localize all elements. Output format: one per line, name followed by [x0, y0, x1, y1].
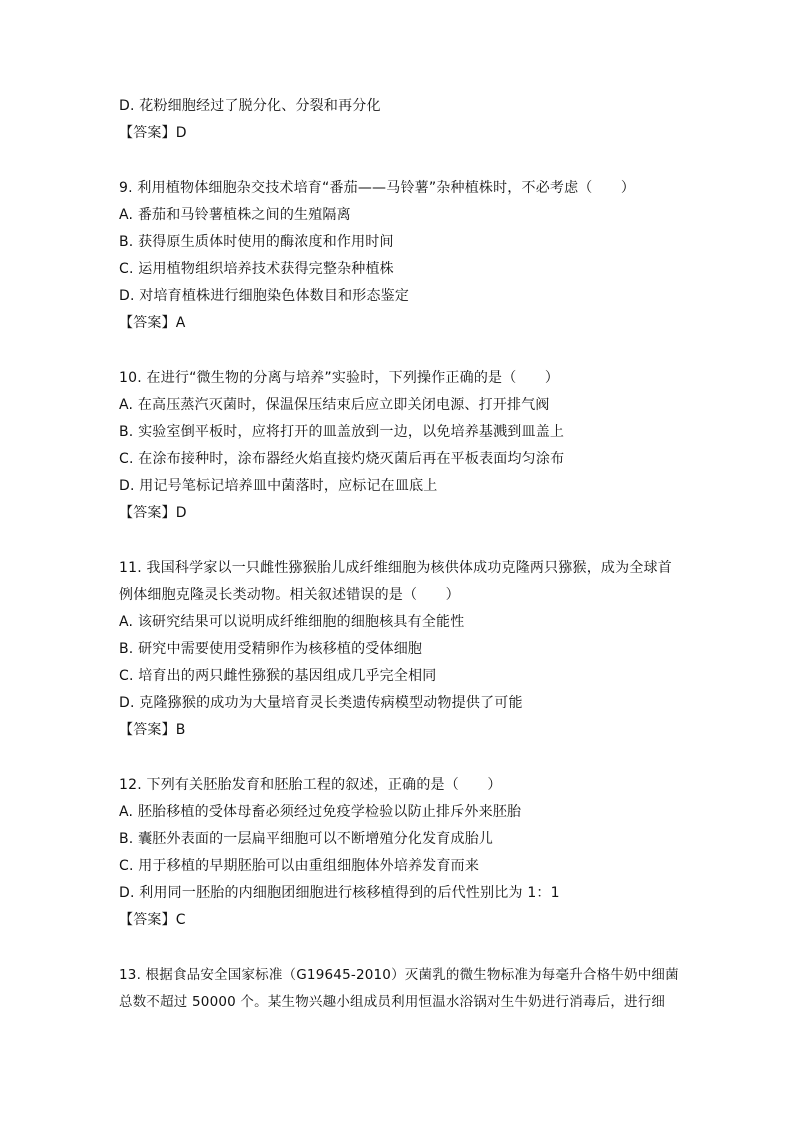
q13-stem-line-1: 13. 根据食品安全国家标准（G19645-2010）灭菌乳的微生物标准为每毫升合格牛奶中细菌	[119, 967, 679, 983]
q11-stem-line-2: 例体细胞克隆灵长类动物。相关叙述错误的是（ ）	[119, 587, 460, 603]
q10-option-b: B. 实验室倒平板时，应将打开的皿盖放到一边，以免培养基溅到皿盖上	[119, 424, 565, 440]
q9-option-c: C. 运用植物组织培养技术获得完整杂种植株	[119, 261, 394, 277]
q12-option-b: B. 囊胚外表面的一层扁平细胞可以不断增殖分化发育成胎儿	[119, 831, 494, 847]
q10-option-c: C. 在涂布接种时，涂布器经火焰直接灼烧灭菌后再在平板表面均匀涂布	[119, 451, 565, 467]
q11-stem-line-1: 11. 我国科学家以一只雌性猕猴胎儿成纤维细胞为核供体成功克隆两只猕猴，成为全球首	[119, 560, 672, 576]
q13-stem-line-2: 总数不超过 50000 个。某生物兴趣小组成员利用恒温水浴锅对生牛奶进行消毒后，进行细	[119, 994, 666, 1010]
prev-option-d: D. 花粉细胞经过了脱分化、分裂和再分化	[119, 98, 381, 114]
q12-option-c: C. 用于移植的早期胚胎可以由重组细胞体外培养发育而来	[119, 858, 480, 874]
q12-answer: 【答案】C	[119, 912, 186, 928]
q9-option-a: A. 番茄和马铃薯植株之间的生殖隔离	[119, 207, 351, 223]
q9-answer: 【答案】A	[119, 315, 186, 331]
q10-option-d: D. 用记号笔标记培养皿中菌落时，应标记在皿底上	[119, 478, 438, 494]
q11-option-c: C. 培育出的两只雌性猕猴的基因组成几乎完全相同	[119, 668, 437, 684]
q10-stem: 10. 在进行“微生物的分离与培养”实验时，下列操作正确的是（ ）	[119, 370, 560, 386]
q12-stem: 12. 下列有关胚胎发育和胚胎工程的叙述，正确的是（ ）	[119, 777, 502, 793]
q11-option-d: D. 克隆猕猴的成功为大量培育灵长类遗传病模型动物提供了可能	[119, 695, 523, 711]
q12-option-d: D. 利用同一胚胎的内细胞团细胞进行核移植得到的后代性别比为 1：1	[119, 885, 560, 901]
q11-option-a: A. 该研究结果可以说明成纤维细胞的细胞核具有全能性	[119, 614, 465, 630]
q9-stem: 9. 利用植物体细胞杂交技术培育“番茄——马铃薯”杂种植株时，不必考虑（ ）	[119, 180, 636, 196]
q9-option-b: B. 获得原生质体时使用的酶浓度和作用时间	[119, 234, 394, 250]
q11-answer: 【答案】B	[119, 722, 186, 738]
q10-answer: 【答案】D	[119, 505, 187, 521]
q9-option-d: D. 对培育植株进行细胞染色体数目和形态鉴定	[119, 288, 410, 304]
q12-option-a: A. 胚胎移植的受体母畜必须经过免疫学检验以防止排斥外来胚胎	[119, 804, 522, 820]
q11-option-b: B. 研究中需要使用受精卵作为核移植的受体细胞	[119, 641, 423, 657]
prev-answer: 【答案】D	[119, 125, 187, 141]
q10-option-a: A. 在高压蒸汽灭菌时，保温保压结束后应立即关闭电源、打开排气阀	[119, 397, 550, 413]
